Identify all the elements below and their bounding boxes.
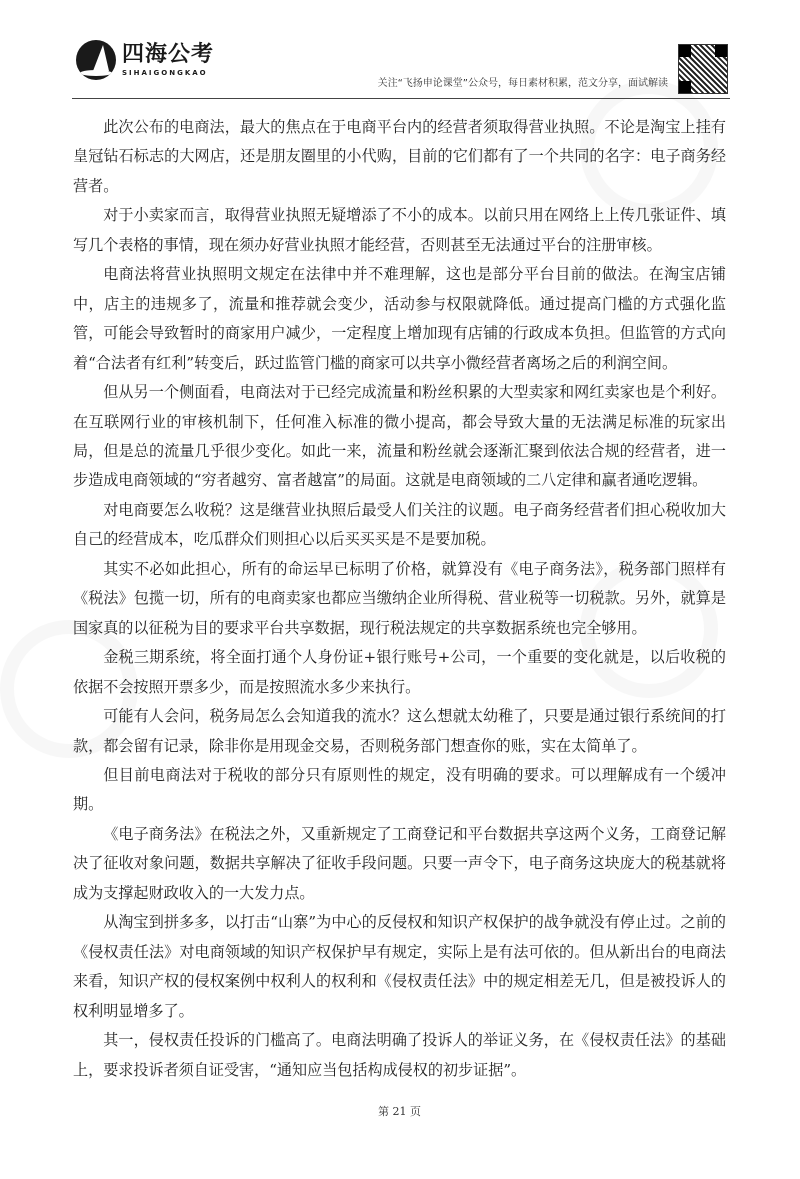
paragraph: 从淘宝到拼多多，以打击“山寨”为中心的反侵权和知识产权保护的战争就没有停止过。之前的《侵权责任法》对电商领域的知识产权保护早有规定，实际上是有法可依的。但从新出台的电商法来看，知识产权的侵权案例中权利人的权利和《侵权责任法》中的规定相差无几，但是被投诉人的权利明显增多了。: [73, 913, 726, 1020]
paragraph: 对电商要怎么收税？这是继营业执照后最受人们关注的议题。电子商务经营者们担心税收加大自己的经营成本，吃瓜群众们则担心以后买买买是不是要加税。: [73, 500, 726, 549]
header-slogan: 关注“飞扬申论课堂”公众号，每日素材积累，范文分享，面试解读: [377, 78, 668, 89]
page-number: 第 21 页: [378, 1104, 421, 1118]
paragraph: 其实不必如此担心，所有的命运早已标明了价格，就算没有《电子商务法》，税务部门照样有《税法》包揽一切，所有的电商卖家也都应当缴纳企业所得税、营业税等一切税款。另外，就算是国家真的以征税为目的要求平台共享数据，现行税法规定的共享数据系统也完全够用。: [73, 559, 726, 637]
article-body: [73, 113, 726, 1085]
paragraph: 但从另一个侧面看，电商法对于已经完成流量和粉丝积累的大型卖家和网红卖家也是个利好。在互联网行业的审核机制下，任何准入标准的微小提高，都会导致大量的无法满足标准的玩家出局，但是总的流量几乎很少变化。如此一来，流量和粉丝就会逐渐汇聚到依法合规的经营者，进一步造成电商领域的“穷者越穷、富者越富”的局面。这就是电商领域的二八定律和赢者通吃逻辑。: [73, 383, 726, 490]
paragraph: 可能有人会问，税务局怎么会知道我的流水？这么想就太幼稚了，只要是通过银行系统间的打款，都会留有记录，除非你是用现金交易，否则税务部门想查你的账，实在太简单了。: [73, 707, 726, 755]
paragraph: 此次公布的电商法，最大的焦点在于电商平台内的经营者须取得营业执照。不论是淘宝上挂有皇冠钻石标志的大网店，还是朋友圈里的小代购，目前的它们都有了一个共同的名字：电子商务经营者。: [73, 118, 726, 195]
paragraph: 其一，侵权责任投诉的门槛高了。电商法明确了投诉人的举证义务，在《侵权责任法》的基础上，要求投诉者须自证受害，“通知应当包括构成侵权的初步证据”。: [73, 1031, 726, 1079]
paragraph: 但目前电商法对于税收的部分只有原则性的规定，没有明确的要求。可以理解成有一个缓冲期。: [73, 765, 726, 814]
logo-pinyin: SIHAIGONGKAO: [122, 69, 208, 77]
paragraph: 金税三期系统，将全面打通个人身份证+银行账号+公司，一个重要的变化就是，以后收税的依据不会按照开票多少，而是按照流水多少来执行。: [73, 648, 726, 696]
logo-name: 四海公考: [122, 42, 215, 67]
page-main: [73, 0, 726, 1179]
paragraph: 《电子商务法》在税法之外，又重新规定了工商登记和平台数据共享这两个义务，工商登记解决了征收对象问题，数据共享解决了征收手段问题。只要一声令下，电子商务这块庞大的税基就将成为支撑起财政收入的一大发力点。: [73, 824, 726, 902]
paragraph: 电商法将营业执照明文规定在法律中并不难理解，这也是部分平台目前的做法。在淘宝店铺中，店主的违规多了，流量和推荐就会变少，活动参与权限就降低。通过提高门槛的方式强化监管，可能会导致暂时的商家用户减少，一定程度上增加现有店铺的行政成本负担。但监管的方式向着“合法者有红利”转变后，跃过监管门槛的商家可以共享小微经营者离场之后的利润空间。: [73, 265, 726, 372]
paragraph: 对于小卖家而言，取得营业执照无疑增添了不小的成本。以前只用在网络上上传几张证件、填写几个表格的事情，现在须办好营业执照才能经营，否则甚至无法通过平台的注册审核。: [73, 206, 726, 254]
